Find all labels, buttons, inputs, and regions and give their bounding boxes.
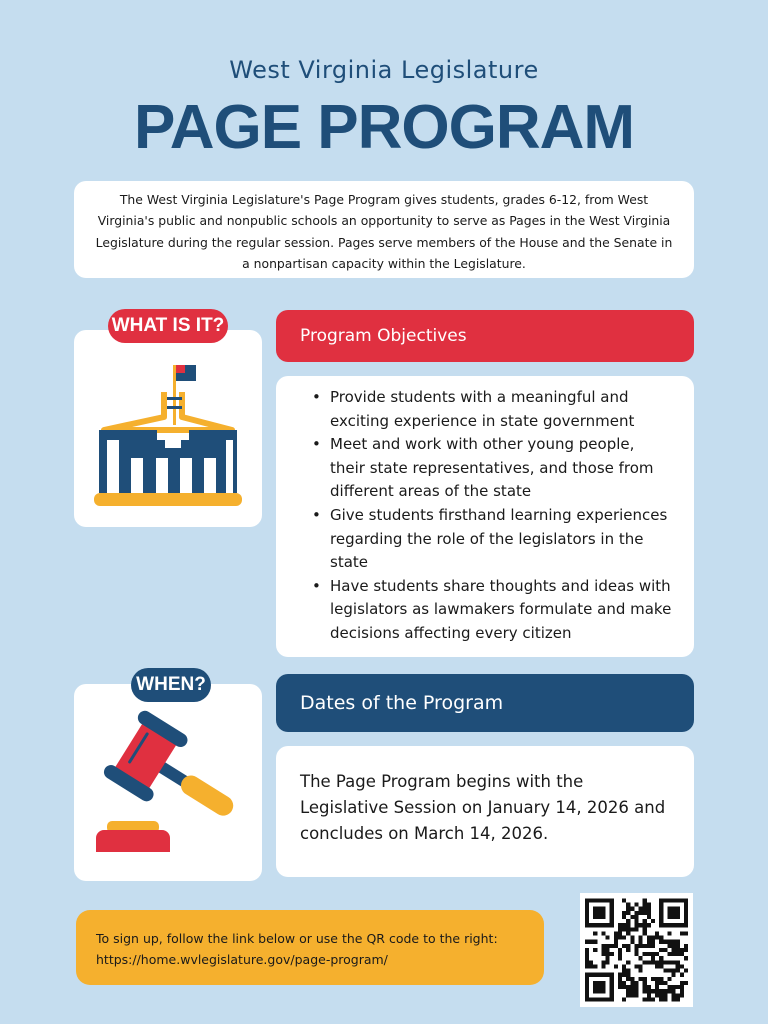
signup-instructions: To sign up, follow the link below or use the QR code to the right:: [96, 931, 498, 946]
what-is-it-badge: WHAT IS IT?: [108, 309, 228, 343]
signup-box: [76, 910, 544, 985]
gavel-icon-card: [74, 684, 262, 881]
gavel-icon: [74, 684, 262, 881]
objectives-list-card: [276, 376, 694, 657]
dates-text: The Page Program begins with the Legislative Session on January 14, 2026 and concludes on March 14, 2026.: [276, 746, 694, 877]
capitol-building-icon: [74, 330, 262, 527]
capitol-icon-card: [74, 330, 262, 527]
intro-text: The West Virginia Legislature's Page Program gives students, grades 6-12, from West Virginia's public and nonpublic schools an opportunity to serve as Pages in the West Virginia Legislature during the regular session. Pages serve members of the House and the Senate in a nonpartisan capacity within the Legislature.: [74, 181, 694, 278]
when-badge: WHEN?: [131, 668, 211, 702]
objective-item: • Have students share thoughts and ideas with legislators as lawmakers formulate and make decisions affecting every citizen: [312, 575, 674, 646]
subtitle: West Virginia Legislature: [229, 56, 539, 84]
qr-code[interactable]: [580, 893, 693, 1007]
objective-item: • Provide students with a meaningful and exciting experience in state government: [312, 386, 674, 433]
objective-item: • Meet and work with other young people, their state representatives, and those from different areas of the state: [312, 433, 674, 504]
signup-link[interactable]: https://home.wvlegislature.gov/page-program/: [96, 952, 388, 967]
page-title: PAGE PROGRAM: [133, 93, 635, 162]
qr-modules: [585, 899, 688, 1002]
program-objectives-heading: [276, 310, 694, 362]
objective-item: • Give students firsthand learning experiences regarding the role of the legislators in the state: [312, 504, 674, 575]
heading-label: Dates of the Program: [300, 692, 504, 714]
dates-heading: [276, 674, 694, 732]
heading-label: Program Objectives: [300, 326, 467, 346]
